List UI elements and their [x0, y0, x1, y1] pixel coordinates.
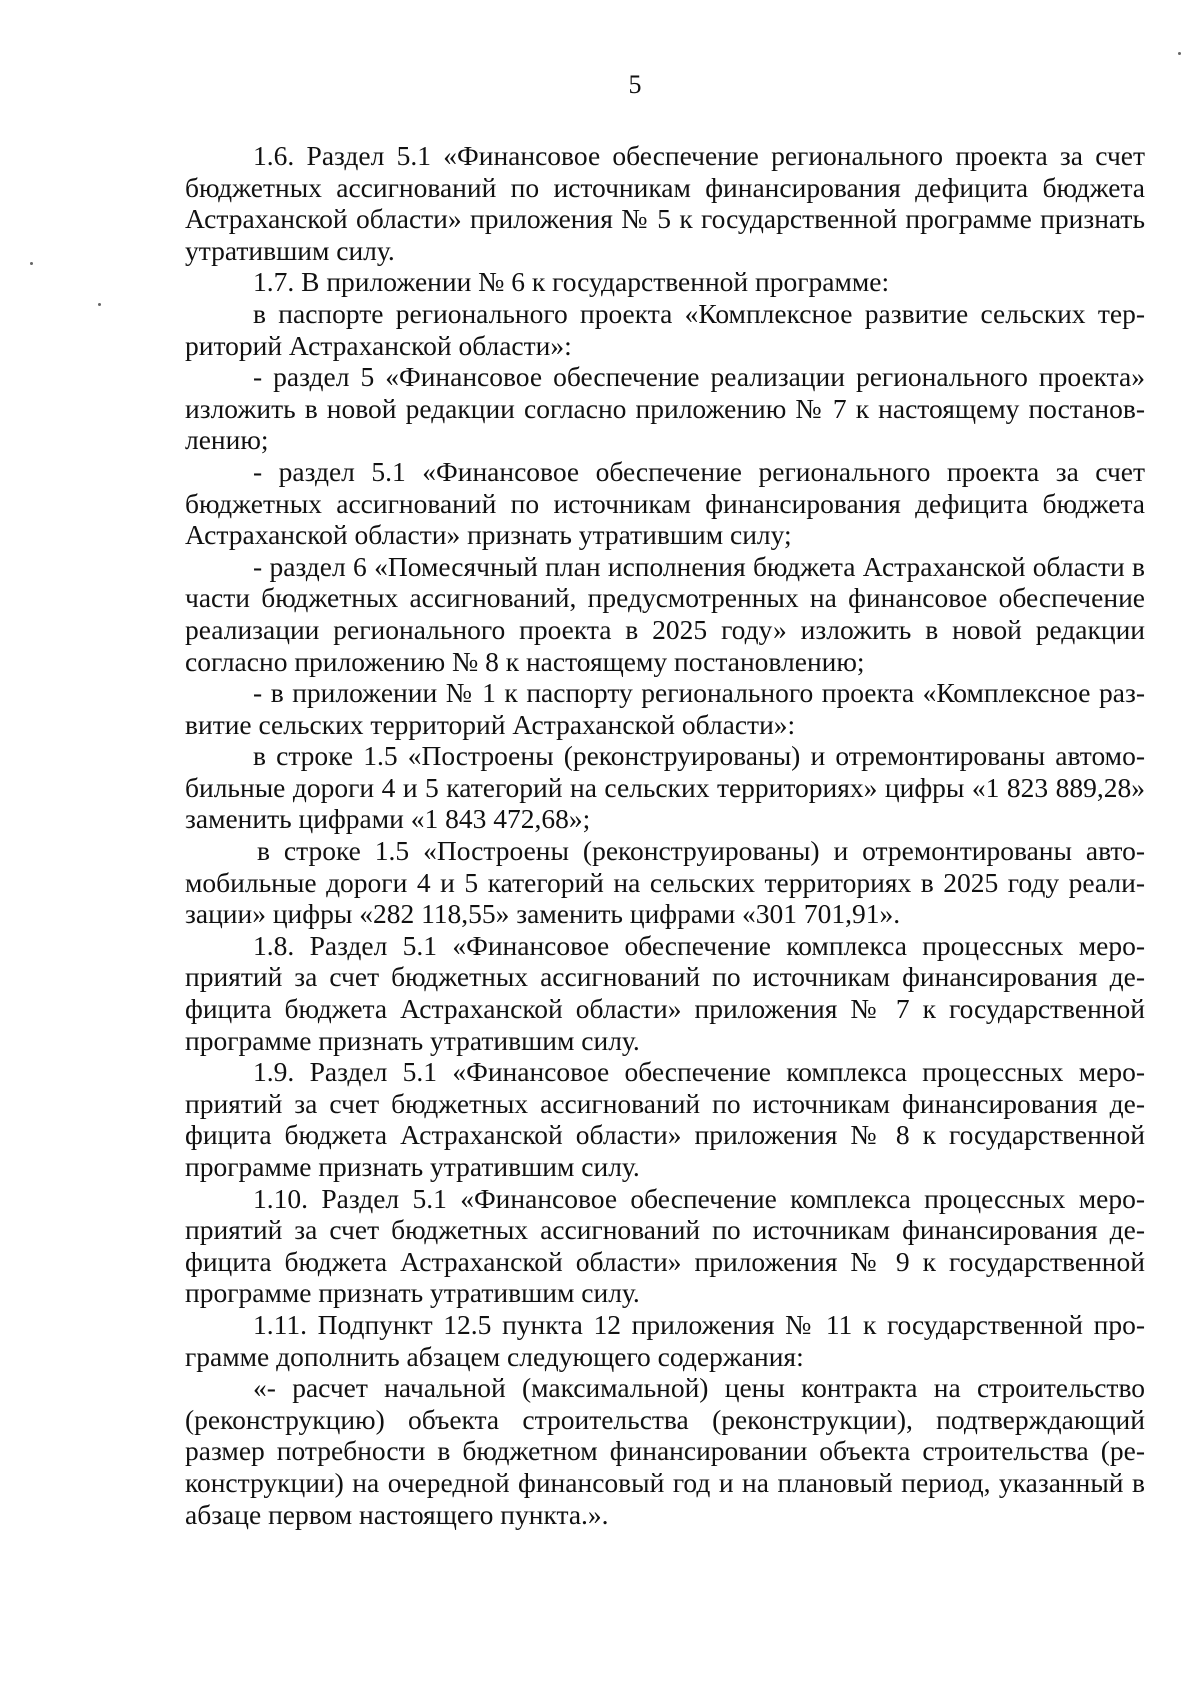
paragraph-section-6: - раздел 6 «Помесячный план исполнения бюджета Астраханской области в части бюджетных ассигнований, предусмотренных на финансовое обеспечение реализации регионального проекта в 2025 году» изложить в новой редакции согласно приложению № 8 к настоящему постановлению; — [185, 550, 1145, 677]
paragraph-1-11: 1.11. Подпункт 12.5 пункта 12 приложения № 11 к государственной программе дополнить абзацем следующего содержания: — [185, 1308, 1145, 1372]
scan-speck — [1178, 52, 1181, 55]
paragraph-row-1-5-b: в строке 1.5 «Построены (реконструированы) и отремонтированы автомобильные дороги 4 и 5 категорий на сельских территориях в 2025 году реализации» цифры «282 118,55» заменить цифрами «301 701,91». — [185, 835, 1145, 930]
document-body — [185, 140, 1145, 1530]
paragraph-appendix-1: - в приложении № 1 к паспорту регионального проекта «Комплексное развитие сельских территорий Астраханской области»: — [185, 677, 1145, 740]
paragraph-section-5-1: - раздел 5.1 «Финансовое обеспечение регионального проекта за счет бюджетных ассигнований по источникам финансирования дефицита бюджета Астраханской области» признать утратившим силу; — [185, 455, 1145, 551]
paragraph-1-9: 1.9. Раздел 5.1 «Финансовое обеспечение комплекса процессных мероприятий за счет бюджетных ассигнований по источникам финансирования дефицита бюджета Астраханской области» приложения № 8 к государственной программе признать утратившим силу. — [185, 1056, 1145, 1182]
scan-speck — [98, 303, 101, 306]
paragraph-1-6: 1.6. Раздел 5.1 «Финансовое обеспечение регионального проекта за счет бюджетных ассигнований по источникам финансирования дефицита бюджета Астраханской области» приложения № 5 к государственной программе признать утратившим силу. — [185, 140, 1145, 266]
page-number: 5 — [628, 70, 642, 99]
paragraph-row-1-5-a: в строке 1.5 «Построены (реконструированы) и отремонтированы автомобильные дороги 4 и 5 категорий на сельских территориях» цифры «1 823 889,28» заменить цифрами «1 843 472,68»; — [185, 740, 1145, 835]
paragraph-section-5: - раздел 5 «Финансовое обеспечение реализации регионального проекта» изложить в новой редакции согласно приложению № 7 к настоящему постановлению; — [185, 361, 1145, 456]
paragraph-quoted-addition: «- расчет начальной (максимальной) цены контракта на строительство (реконструкцию) объекта строительства (реконструкции), подтверждающий размер потребности в бюджетном финансировании объекта строительства (реконструкции) на очередной финансовый год и на плановый период, указанный в абзаце первом настоящего пункта.». — [185, 1372, 1145, 1530]
paragraph-1-7: 1.7. В приложении № 6 к государственной программе: — [253, 266, 890, 298]
scan-speck — [30, 262, 33, 265]
paragraph-passport: в паспорте регионального проекта «Комплексное развитие сельских территорий Астраханской области»: — [185, 297, 1145, 361]
paragraph-1-8: 1.8. Раздел 5.1 «Финансовое обеспечение комплекса процессных мероприятий за счет бюджетных ассигнований по источникам финансирования дефицита бюджета Астраханской области» приложения № 7 к государственной программе признать утратившим силу. — [185, 929, 1145, 1056]
paragraph-1-10: 1.10. Раздел 5.1 «Финансовое обеспечение комплекса процессных мероприятий за счет бюджетных ассигнований по источникам финансирования дефицита бюджета Астраханской области» приложения № 9 к государственной программе признать утратившим силу. — [185, 1182, 1145, 1309]
